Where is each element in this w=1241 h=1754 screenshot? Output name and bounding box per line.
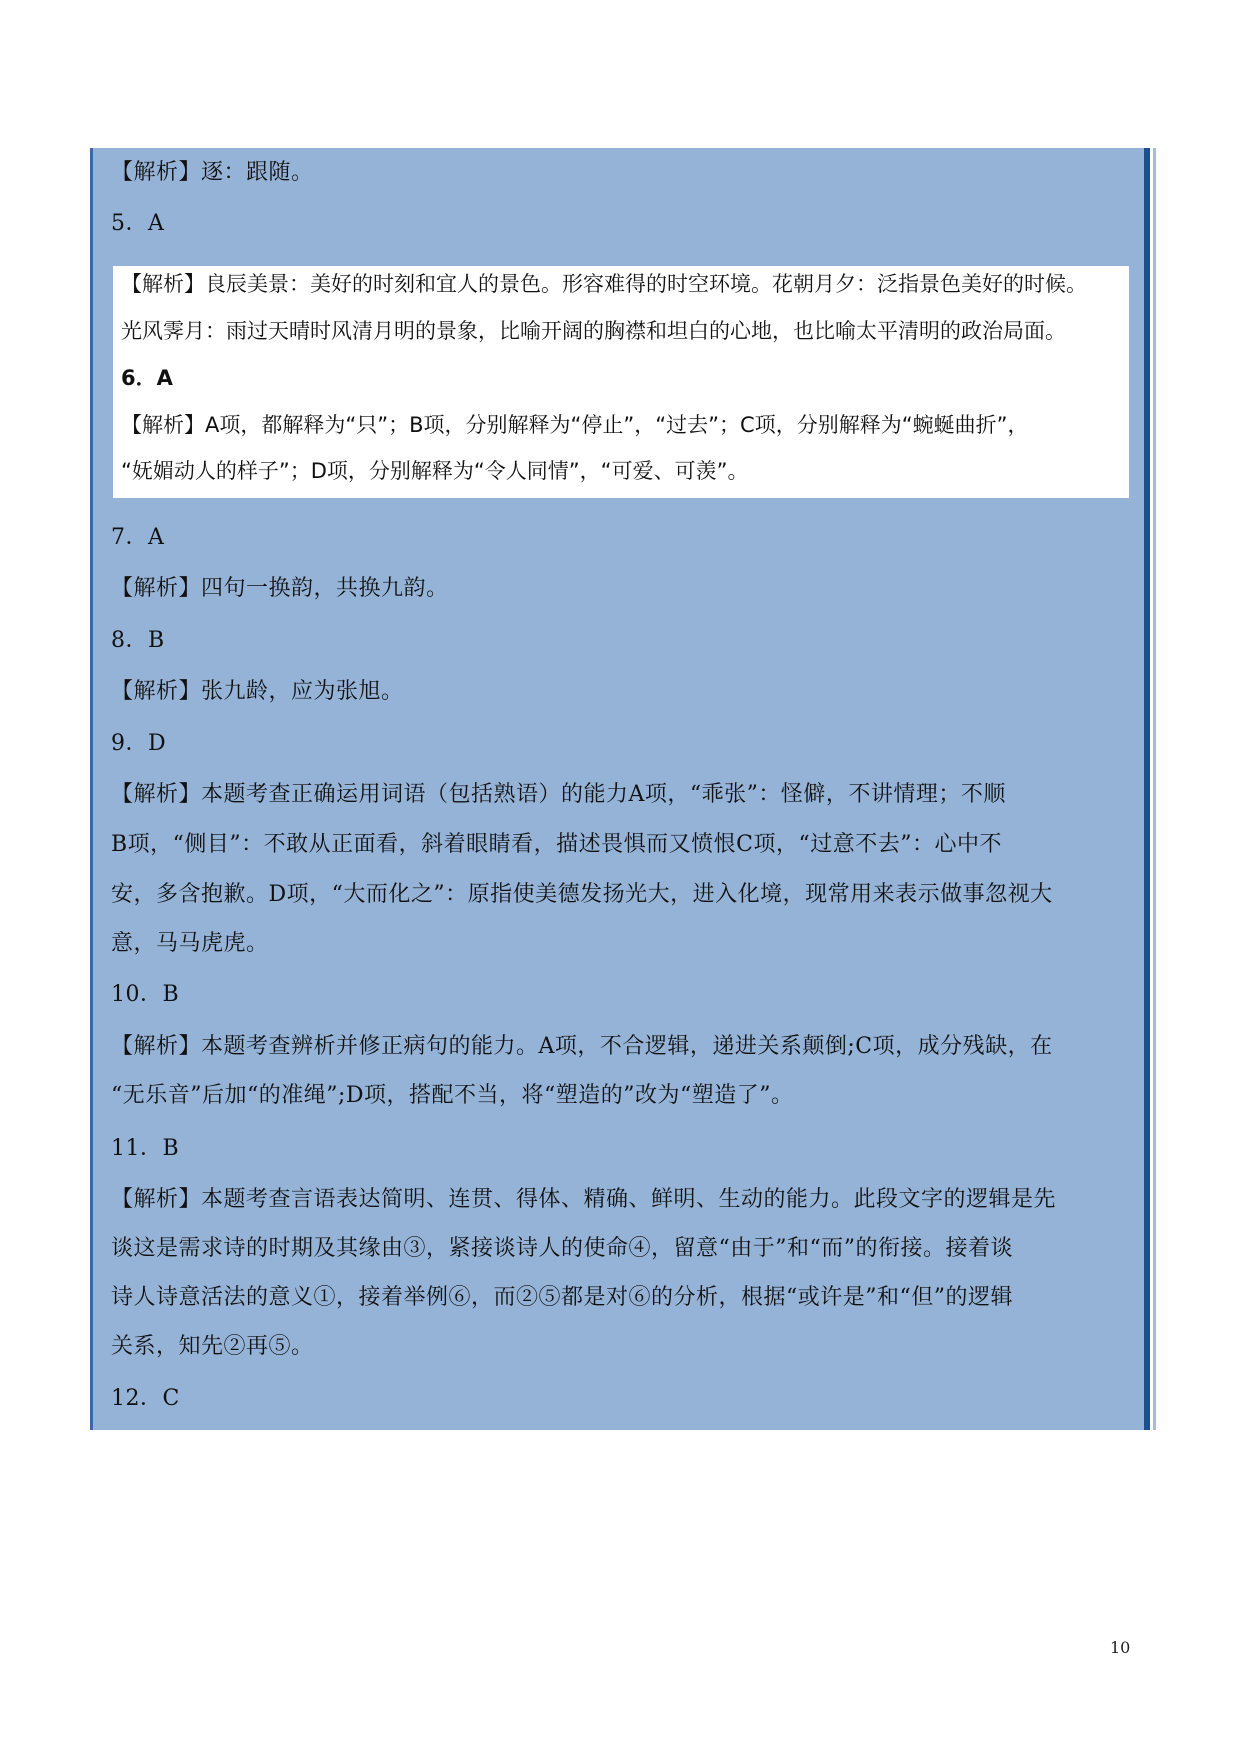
explanation-6-line-2: “妩媚动人的样子”；D项，分别解释为“令人同情”，“可爱、可羡”。 <box>121 459 749 483</box>
answer-panel <box>90 148 1150 1430</box>
page-number: 10 <box>1110 1638 1131 1657</box>
explanation-9-line-4: 意，马马虎虎。 <box>111 931 269 956</box>
explanation-8: 【解析】张九龄，应为张旭。 <box>111 679 404 704</box>
explanation-10-line-2: “无乐音”后加“的准绳”;D项，搭配不当，将“塑造的”改为“塑造了”。 <box>111 1083 794 1108</box>
answer-11: 11．B <box>111 1136 180 1161</box>
explanation-9-line-2: B项，“侧目”：不敢从正面看，斜着眼睛看，描述畏惧而又愤恨C项，“过意不去”：心中不 <box>111 832 1002 857</box>
explanation-4: 【解析】逐：跟随。 <box>111 160 314 185</box>
answer-12: 12．C <box>111 1386 180 1411</box>
answer-8: 8．B <box>111 628 165 653</box>
explanation-5-line-1: 【解析】良辰美景：美好的时刻和宜人的景色。形容难得的时空环境。花朝月夕：泛指景色美好的时候。 <box>121 272 1087 296</box>
explanation-6-line-1: 【解析】A项，都解释为“只”；B项，分别解释为“停止”，“过去”；C项，分别解释为“蜿蜒曲折”， <box>121 413 1029 437</box>
explanation-11-line-2: 谈这是需求诗的时期及其缘由③，紧接谈诗人的使命④，留意“由于”和“而”的衔接。接着谈 <box>111 1236 1013 1261</box>
highlighted-block <box>113 266 1129 498</box>
explanation-11-line-3: 诗人诗意活法的意义①，接着举例⑥，而②⑤都是对⑥的分析，根据“或许是”和“但”的逻辑 <box>111 1285 1013 1310</box>
answer-5: 5．A <box>111 211 165 236</box>
explanation-9-line-1: 【解析】本题考查正确运用词语（包括熟语）的能力A项，“乖张”：怪僻，不讲情理；不顺 <box>111 782 1006 807</box>
answer-10: 10．B <box>111 982 180 1007</box>
answer-9: 9．D <box>111 731 167 756</box>
explanation-11-line-1: 【解析】本题考查言语表达简明、连贯、得体、精确、鲜明、生动的能力。此段文字的逻辑是先 <box>111 1187 1057 1212</box>
answer-6: 6．A <box>121 366 173 390</box>
explanation-10-line-1: 【解析】本题考查辨析并修正病句的能力。A项，不合逻辑，递进关系颠倒;C项，成分残缺，在 <box>111 1034 1053 1059</box>
explanation-5-line-2: 光风霁月：雨过天晴时风清月明的景象，比喻开阔的胸襟和坦白的心地，也比喻太平清明的政治局面。 <box>121 319 1066 343</box>
answer-7: 7．A <box>111 525 165 550</box>
explanation-11-line-4: 关系，知先②再⑤。 <box>111 1334 314 1359</box>
explanation-9-line-3: 安，多含抱歉。D项，“大而化之”：原指使美德发扬光大，进入化境，现常用来表示做事忽视大 <box>111 882 1053 907</box>
explanation-7: 【解析】四句一换韵，共换九韵。 <box>111 576 449 601</box>
